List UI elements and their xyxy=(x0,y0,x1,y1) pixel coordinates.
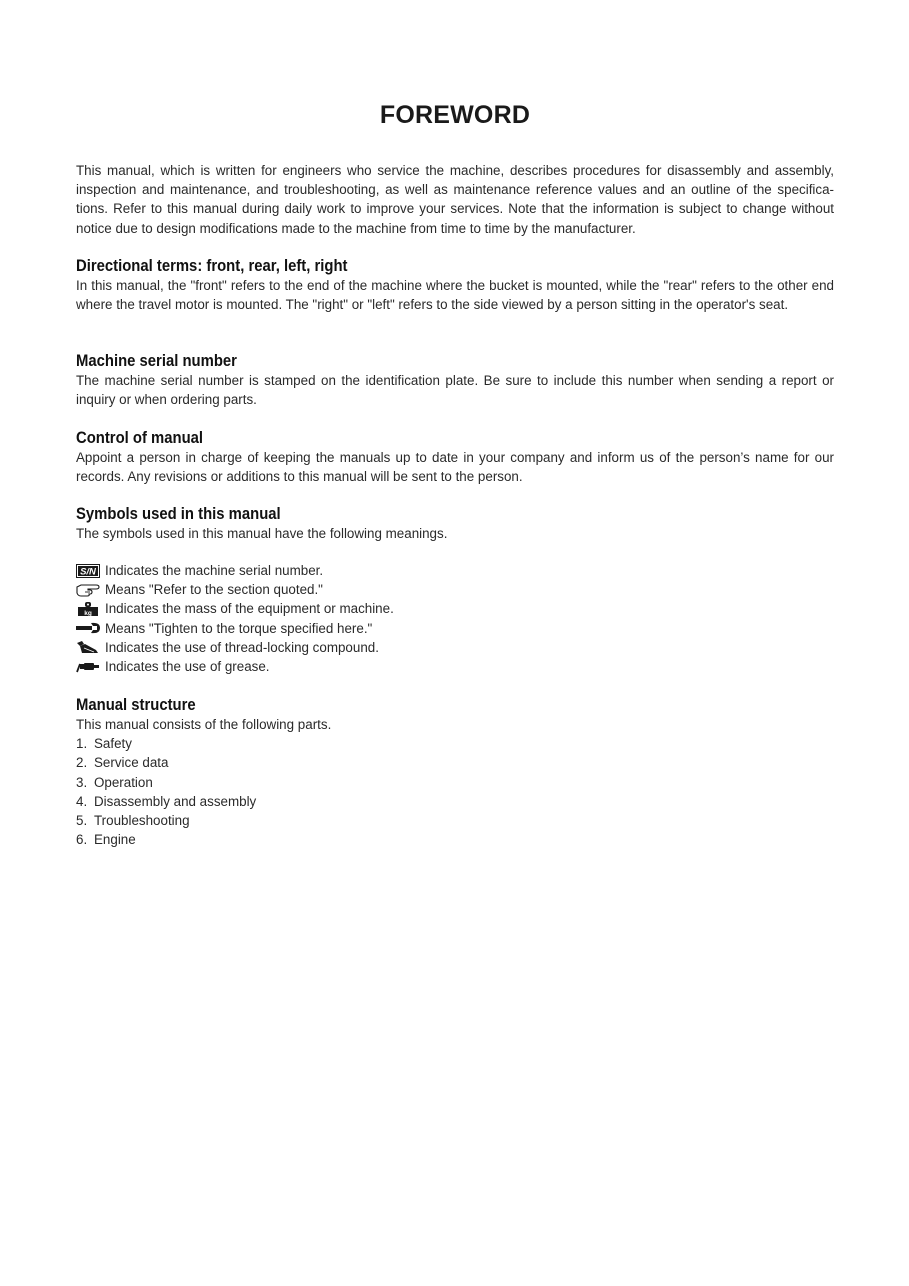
serial-number-section xyxy=(76,351,834,409)
symbol-description: Means "Refer to the section quoted." xyxy=(105,582,323,598)
list-item xyxy=(76,753,834,772)
list-label: Service data xyxy=(94,755,169,771)
list-label: Operation xyxy=(94,774,153,790)
symbol-description: Indicates the machine serial number. xyxy=(105,563,324,579)
list-number: 4. xyxy=(76,793,88,809)
intro-paragraph: This manual, which is written for engineers who service the machine, describes procedures for disassembly and assembly, inspection and maintenance, and troubleshooting, as well as maintenance reference values and an outline of the specifica-tions. Refer to this manual during daily work to improve your services. Note that the information is subject to change without notice due to design modifications made to the machine from time to time by the manufacturer. xyxy=(76,163,834,236)
control-of-manual-paragraph: Appoint a person in charge of keeping the manuals up to date in your company and inform us of the person’s name for our records. Any revisions or additions to this manual will be sent to the person. xyxy=(76,450,834,485)
symbol-item xyxy=(76,638,834,657)
list-item xyxy=(76,734,834,753)
section-heading-structure: Manual structure xyxy=(76,696,196,714)
list-label: Troubleshooting xyxy=(94,813,190,829)
section-heading-control: Control of manual xyxy=(76,429,204,447)
symbol-description: Means "Tighten to the torque specified here." xyxy=(105,620,373,636)
list-item xyxy=(76,830,834,849)
thread-lock-icon xyxy=(76,640,100,654)
symbol-description: Indicates the use of thread-locking compound. xyxy=(105,639,379,655)
list-item xyxy=(76,773,834,792)
section-heading-symbols: Symbols used in this manual xyxy=(76,505,281,523)
list-item xyxy=(76,792,834,811)
list-label: Disassembly and assembly xyxy=(94,793,257,809)
svg-text:S/N: S/N xyxy=(80,566,96,578)
control-of-manual-section xyxy=(76,428,834,486)
directional-terms-section xyxy=(76,256,834,314)
section-heading-serial: Machine serial number xyxy=(76,352,237,370)
symbols-intro-paragraph: The symbols used in this manual have the following meanings. xyxy=(76,526,448,541)
wrench-icon xyxy=(76,621,100,635)
list-label: Safety xyxy=(94,736,132,752)
intro-section xyxy=(76,161,834,238)
symbols-section xyxy=(76,504,834,543)
manual-structure-section xyxy=(76,695,834,849)
weight-kg-icon xyxy=(76,602,100,616)
symbol-item xyxy=(76,561,834,580)
serial-number-icon xyxy=(76,564,100,578)
list-number: 6. xyxy=(76,832,88,848)
symbol-item xyxy=(76,599,834,618)
list-number: 5. xyxy=(76,813,88,829)
symbol-item xyxy=(76,580,834,599)
symbol-description: Indicates the use of grease. xyxy=(105,659,270,675)
list-number: 2. xyxy=(76,755,88,771)
list-item xyxy=(76,811,834,830)
symbols-list xyxy=(76,561,834,676)
structure-intro-paragraph: This manual consists of the following parts. xyxy=(76,717,332,732)
pointing-hand-icon xyxy=(76,583,100,597)
list-number: 1. xyxy=(76,736,88,752)
list-label: Engine xyxy=(94,832,136,848)
svg-text:kg: kg xyxy=(84,609,92,616)
list-number: 3. xyxy=(76,774,88,790)
directional-terms-paragraph: In this manual, the "front" refers to the end of the machine where the bucket is mounted, while the "rear" refers to the other end where the travel motor is mounted. The "right" or "left" refers to the side viewed by a person sitting in the operator's seat. xyxy=(76,278,834,313)
section-heading-directional: Directional terms: front, rear, left, right xyxy=(76,257,348,275)
page-title: FOREWORD xyxy=(379,101,531,129)
serial-number-paragraph: The machine serial number is stamped on the identification plate. Be sure to include this number when sending a report or inquiry or when ordering parts. xyxy=(76,373,834,408)
symbol-item xyxy=(76,657,834,676)
manual-parts-list xyxy=(76,734,834,849)
symbol-description: Indicates the mass of the equipment or machine. xyxy=(105,601,394,617)
symbol-item xyxy=(76,619,834,638)
grease-gun-icon xyxy=(76,660,100,674)
